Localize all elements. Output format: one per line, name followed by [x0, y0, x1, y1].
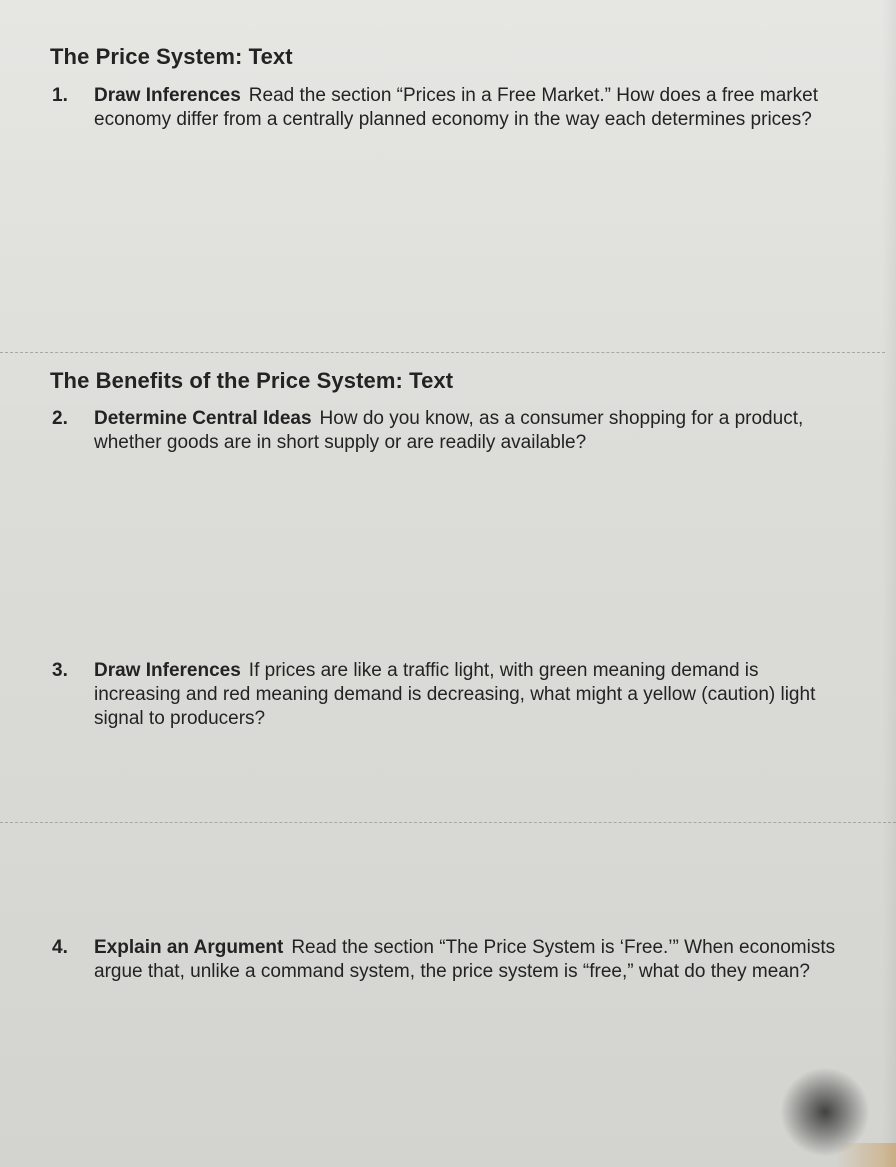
question-2 — [52, 407, 832, 455]
question-skill-label: Draw Inferences — [94, 85, 241, 106]
question-text: How do you know, as a consumer shopping for a product, whether goods are in short supply or are readily available? — [94, 408, 804, 453]
question-text: Read the section “The Price System is ‘Free.’” When economists argue that, unlike a command system, the price system is “free,” what do they mean? — [94, 937, 836, 982]
question-skill-label: Determine Central Ideas — [94, 408, 312, 429]
question-skill-label: Draw Inferences — [94, 660, 241, 681]
question-number: 2. — [52, 408, 68, 429]
paper-edge-shadow — [882, 0, 896, 1167]
section-divider — [0, 352, 885, 353]
section-heading-benefits: The Benefits of the Price System: Text — [50, 368, 454, 393]
section-heading-price-system: The Price System: Text — [50, 44, 293, 69]
question-4 — [52, 936, 842, 984]
question-text: If prices are like a traffic light, with green meaning demand is increasing and red meaning demand is decreasing, what might a yellow (caution) light signal to producers? — [94, 660, 816, 729]
section-divider — [0, 822, 896, 823]
question-text: Read the section “Prices in a Free Market.” How does a free market economy differ from a centrally planned economy in the way each determines prices? — [94, 85, 818, 130]
background-surface — [836, 1143, 896, 1167]
question-3 — [52, 659, 842, 731]
question-number: 1. — [52, 85, 68, 106]
question-number: 4. — [52, 937, 68, 958]
question-number: 3. — [52, 660, 68, 681]
question-skill-label: Explain an Argument — [94, 937, 284, 958]
question-1 — [52, 84, 832, 132]
